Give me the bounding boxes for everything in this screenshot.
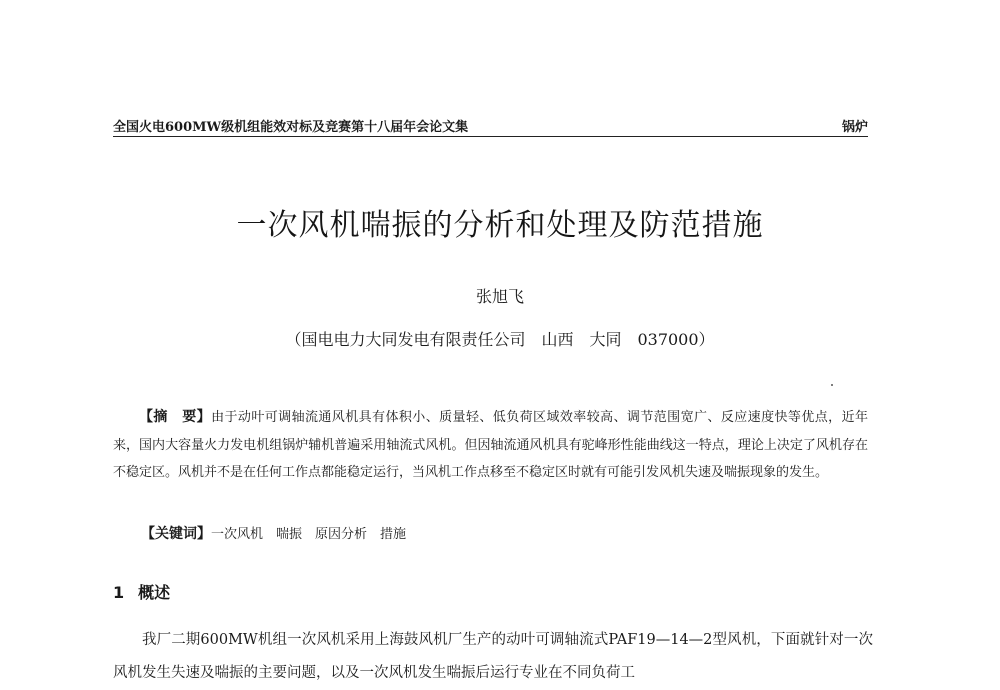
body-text — [113, 624, 873, 690]
abstract — [113, 404, 868, 487]
body-paragraph: 我厂二期600MW机组一次风机采用上海鼓风机厂生产的动叶可调轴流式PAF19—14—2型风机，下面就针对一次风机发生失速及喘振的主要问题，以及一次风机发生喘振后运行专业在不同负荷工 — [113, 632, 873, 681]
abstract-label: 【摘 要】 — [139, 409, 212, 425]
keywords-text: 一次风机 喘振 原因分析 措施 — [211, 527, 407, 542]
section-heading — [113, 580, 170, 603]
running-header-section: 锅炉 — [841, 120, 868, 135]
running-header-proceedings: 全国火电600MW级机组能效对标及竞赛第十八届年会论文集 — [113, 120, 469, 135]
section-number: 1 — [113, 583, 125, 602]
scan-speck — [831, 384, 833, 386]
keywords — [141, 523, 406, 543]
section-title: 概述 — [138, 583, 171, 602]
header-rule — [113, 136, 868, 137]
paper-title: 一次风机喘振的分析和处理及防范措施 — [236, 208, 764, 243]
running-header — [113, 116, 868, 136]
keywords-label: 【关键词】 — [141, 526, 211, 542]
author-affiliation: （国电电力大同发电有限责任公司 山西 大同 037000） — [285, 330, 715, 349]
abstract-text: 由于动叶可调轴流通风机具有体积小、质量轻、低负荷区域效率较高、调节范围宽广、反应速度快等优点，近年来，国内大容量火力发电机组锅炉辅机普遍采用轴流式风机。但因轴流通风机具有驼峰形性能曲线这一特点，理论上决定了风机存在不稳定区。风机并不是在任何工作点都能稳定运行，当风机工作点移至不稳定区时就有可能引发风机失速及喘振现象的发生。 — [113, 410, 868, 480]
author-name: 张旭飞 — [475, 287, 524, 306]
